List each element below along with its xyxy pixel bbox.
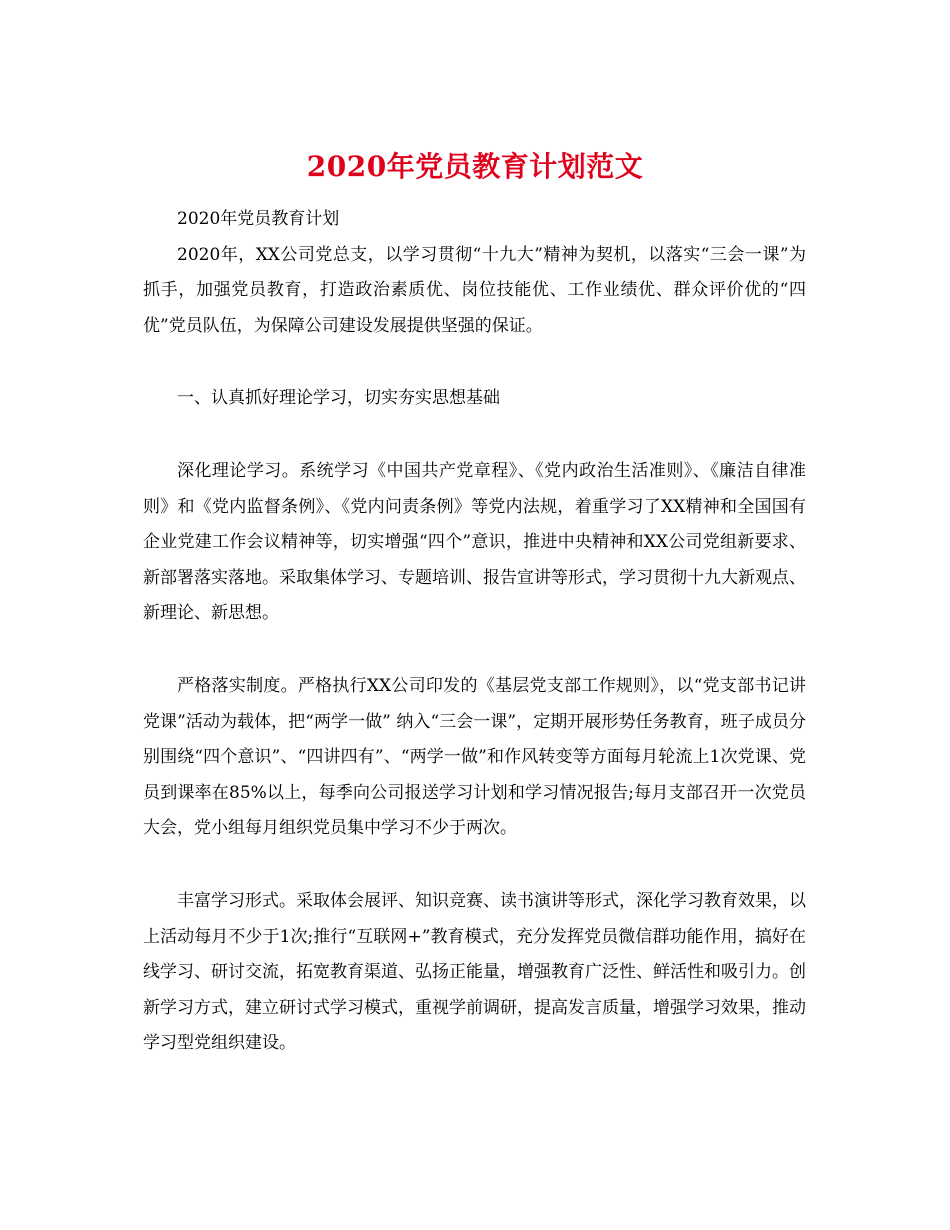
paragraph-spacer <box>143 632 806 669</box>
section-heading: 一、认真抓好理论学习，切实夯实思想基础 <box>177 388 500 409</box>
system-implementation-paragraph: 严格落实制度。严格执行XX公司印发的《基层党支部工作规则》，以“党支部书记讲党课”活动为载体，把“两学一做” 纳入“三会一课”，定期开展形势任务教育，班子成员分别围绕“四个意识”、“四讲四有”、“两学一做”和作风转变等方面每月轮流上1次党课、党员到课率在85%以上，每季向公司报送学习计划和学习情况报告;每月支部召开一次党员大会，党小组每月组织党员集中学习不少于两次。 <box>143 675 806 839</box>
document-title: 2020年党员教育计划范文 <box>306 149 644 183</box>
intro-paragraph: 2020年，XX公司党总支，以学习贯彻“十九大”精神为契机，以落实“三会一课”为抓手，加强党员教育，打造政治素质优、岗位技能优、工作业绩优、群众评价优的“四优”党员队伍，为保障公司建设发展提供坚强的保证。 <box>143 244 806 336</box>
paragraph-spacer <box>143 847 806 884</box>
paragraph-spacer <box>143 417 806 454</box>
paragraph-spacer <box>143 344 806 381</box>
theory-study-paragraph: 深化理论学习。系统学习《中国共产党章程》、《党内政治生活准则》、《廉洁自律准则》和《党内监督条例》、《党内问责条例》等党内法规，着重学习了XX精神和全国国有企业党建工作会议精神等，切实增强“四个”意识，推进中央精神和XX公司党组新要求、新部署落实落地。采取集体学习、专题培训、报告宣讲等形式，学习贯彻十九大新观点、新理论、新思想。 <box>143 460 806 624</box>
subtitle-paragraph: 2020年党员教育计划 <box>177 209 340 229</box>
document-body <box>143 202 806 1062</box>
study-forms-paragraph: 丰富学习形式。采取体会展评、知识竞赛、读书演讲等形式，深化学习教育效果，以上活动每月不少于1次;推行“互联网+”教育模式，充分发挥党员微信群功能作用，搞好在线学习、研讨交流，拓宽教育渠道、弘扬正能量，增强教育广泛性、鲜活性和吸引力。创新学习方式，建立研讨式学习模式，重视学前调研，提高发言质量，增强学习效果，推动学习型党组织建设。 <box>143 890 806 1054</box>
